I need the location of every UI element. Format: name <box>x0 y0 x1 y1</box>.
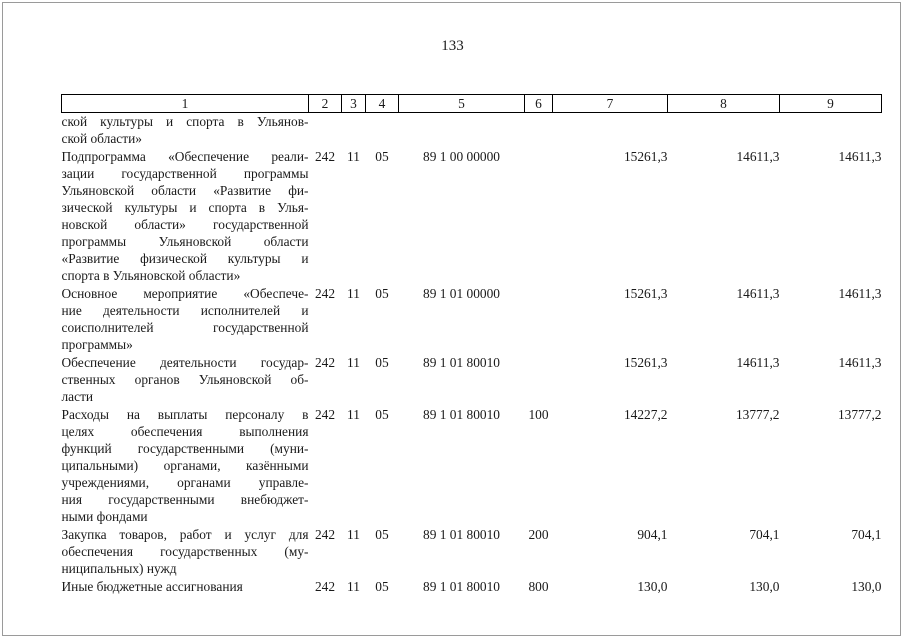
section-cell: 11 <box>347 579 360 594</box>
page-number: 133 <box>441 38 464 54</box>
amount-col9-cell: 14611,3 <box>838 149 882 164</box>
item-name-cell <box>62 113 309 148</box>
amount-col7-cell: 130,0 <box>637 579 668 594</box>
item-name-line: зации государственной программы <box>61 166 309 181</box>
amount-col7-cell: 15261,3 <box>623 286 668 301</box>
amount-col8-cell: 13777,2 <box>735 407 780 422</box>
item-name-line: программы Ульяновской области <box>61 234 309 249</box>
item-name-line: Подпрограмма «Обеспечение реали- <box>61 149 309 164</box>
amount-col8-cell: 704,1 <box>749 527 780 542</box>
amount-col7-cell: 904,1 <box>637 527 668 542</box>
item-name-line: целях обеспечения выполнения <box>61 424 309 439</box>
amount-col9-cell <box>780 113 882 148</box>
item-name-line: ственных органов Ульяновской об- <box>61 372 309 387</box>
grbs-cell: 242 <box>314 579 336 594</box>
item-name-line: ными фондами <box>61 509 148 524</box>
item-name-line: учреждениями, органами управле- <box>61 475 309 490</box>
budget-table <box>61 94 882 595</box>
section-cell: 11 <box>347 355 360 370</box>
amount-col8-cell: 14611,3 <box>736 286 780 301</box>
target-article-cell: 89 1 01 80010 <box>423 579 500 594</box>
target-article-cell: 89 1 01 80010 <box>423 527 500 542</box>
amount-col7-cell: 15261,3 <box>623 149 668 164</box>
item-name-line: ласти <box>61 389 94 404</box>
item-name-line: Иные бюджетные ассигнования <box>61 579 243 594</box>
header-row <box>62 95 882 113</box>
item-name-line: ской культуры и спорта в Ульянов- <box>61 114 309 129</box>
subsection-cell <box>366 113 399 148</box>
section-cell: 11 <box>347 407 360 422</box>
item-name-line: ципальными) органами, казёнными <box>61 458 309 473</box>
subsection-cell: 05 <box>375 407 389 422</box>
grbs-cell: 242 <box>314 407 336 422</box>
amount-col8-cell <box>668 113 780 148</box>
expense-type-cell: 100 <box>528 407 549 422</box>
amount-col9-cell: 130,0 <box>851 579 882 594</box>
item-name-line: зической культуры и спорта в Улья- <box>61 200 309 215</box>
expense-type-cell: 200 <box>528 527 549 542</box>
amount-col7-cell: 15261,3 <box>623 355 668 370</box>
target-article-cell: 89 1 01 80010 <box>423 407 500 422</box>
col-header: 6 <box>525 95 553 113</box>
section-cell: 11 <box>347 286 360 301</box>
section-cell <box>342 113 366 148</box>
subsection-cell: 05 <box>375 286 389 301</box>
amount-col8-cell: 130,0 <box>749 579 780 594</box>
target-article-cell: 89 1 01 80010 <box>423 355 500 370</box>
item-name-line: Обеспечение деятельности государ- <box>61 355 309 370</box>
col-header: 7 <box>553 95 668 113</box>
col-header: 5 <box>399 95 525 113</box>
target-article-cell <box>399 113 525 148</box>
expense-type-cell: 800 <box>528 579 549 594</box>
table-body <box>62 113 882 596</box>
table-row <box>62 284 882 353</box>
item-name-line: Основное мероприятие «Обеспече- <box>61 286 309 301</box>
grbs-cell: 242 <box>314 149 336 164</box>
amount-col7-cell: 14227,2 <box>623 407 668 422</box>
subsection-cell: 05 <box>375 149 389 164</box>
table-row <box>62 577 882 595</box>
amount-col9-cell: 14611,3 <box>838 286 882 301</box>
col-header: 2 <box>309 95 342 113</box>
item-name-line: функций государственными (муни- <box>61 441 309 456</box>
amount-col8-cell: 14611,3 <box>736 149 780 164</box>
item-name-line: ния государственными внебюджет- <box>61 492 309 507</box>
item-name-cell <box>62 284 309 353</box>
col-header: 1 <box>62 95 309 113</box>
item-name-line: ние деятельности исполнителей и <box>61 303 309 318</box>
item-name-line: Закупка товаров, работ и услуг для <box>61 527 309 542</box>
item-name-cell <box>62 405 309 525</box>
col-header: 3 <box>342 95 366 113</box>
item-name-cell <box>62 577 309 595</box>
item-name-line: программы» <box>61 337 133 352</box>
grbs-cell <box>309 113 342 148</box>
target-article-cell: 89 1 01 00000 <box>423 286 500 301</box>
item-name-line: спорта в Ульяновской области» <box>61 268 241 283</box>
amount-col9-cell: 14611,3 <box>838 355 882 370</box>
item-name-cell <box>62 525 309 577</box>
item-name-line: соисполнителей государственной <box>61 320 309 335</box>
col-header: 9 <box>780 95 882 113</box>
col-header: 4 <box>366 95 399 113</box>
col-header: 8 <box>668 95 780 113</box>
table-row <box>62 525 882 577</box>
subsection-cell: 05 <box>375 527 389 542</box>
grbs-cell: 242 <box>314 286 336 301</box>
amount-col7-cell <box>553 113 668 148</box>
expense-type-cell <box>525 113 553 148</box>
subsection-cell: 05 <box>375 355 389 370</box>
item-name-line: «Развитие физической культуры и <box>61 251 309 266</box>
item-name-cell <box>62 353 309 405</box>
grbs-cell: 242 <box>314 355 336 370</box>
section-cell: 11 <box>347 527 360 542</box>
item-name-line: ской области» <box>61 131 142 146</box>
amount-col9-cell: 704,1 <box>851 527 882 542</box>
item-name-line: Расходы на выплаты персоналу в <box>61 407 309 422</box>
amount-col8-cell: 14611,3 <box>736 355 780 370</box>
item-name-line: новской области» государственной <box>61 217 309 232</box>
target-article-cell: 89 1 00 00000 <box>423 149 500 164</box>
expense-type-cell <box>525 353 553 405</box>
expense-type-cell <box>525 147 553 284</box>
expense-type-cell <box>525 284 553 353</box>
item-name-line: ниципальных) нужд <box>61 561 177 576</box>
table-row <box>62 147 882 284</box>
table-row <box>62 113 882 148</box>
item-name-line: обеспечения государственных (му- <box>61 544 309 559</box>
grbs-cell: 242 <box>314 527 336 542</box>
item-name-line: Ульяновской области «Развитие фи- <box>61 183 309 198</box>
table-row <box>62 353 882 405</box>
section-cell: 11 <box>347 149 360 164</box>
table-row <box>62 405 882 525</box>
subsection-cell: 05 <box>375 579 389 594</box>
item-name-cell <box>62 147 309 284</box>
amount-col9-cell: 13777,2 <box>837 407 882 422</box>
